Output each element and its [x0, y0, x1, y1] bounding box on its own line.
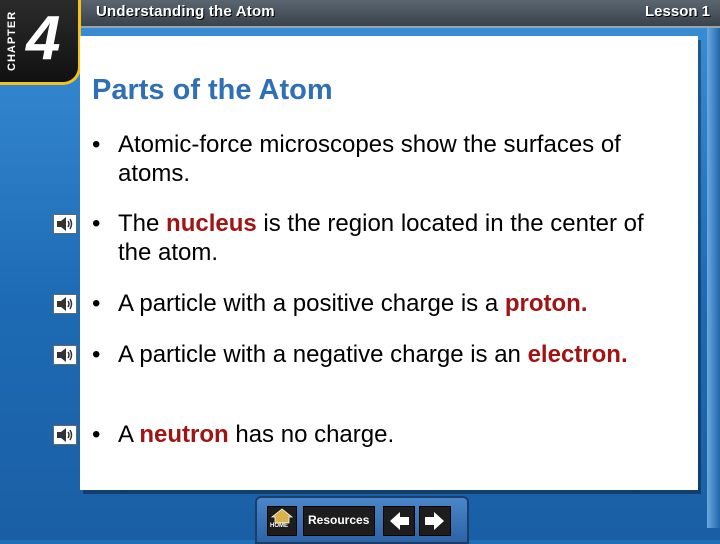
arrow-right-icon: [420, 507, 450, 535]
speaker-icon[interactable]: [53, 345, 77, 365]
header-bar: [0, 0, 720, 28]
arrow-left-icon: [384, 507, 414, 535]
chapter-title: Understanding the Atom: [96, 3, 275, 20]
home-label: HOME: [270, 523, 288, 529]
resources-label: Resources: [308, 513, 370, 527]
resources-button[interactable]: [303, 506, 375, 536]
bullet-text: The nucleus is the region located in the center of the atom.: [118, 210, 644, 266]
previous-button[interactable]: [383, 506, 415, 536]
bullet-text: Atomic-force microscopes show the surfaces of atoms.: [118, 131, 621, 187]
chapter-word: CHAPTER: [6, 10, 18, 72]
next-button[interactable]: [419, 506, 451, 536]
bullet-dot: •: [92, 131, 101, 158]
speaker-icon[interactable]: [53, 294, 77, 314]
right-edge-stripe: [707, 28, 720, 528]
speaker-icon[interactable]: [53, 214, 77, 234]
navigation-panel: [255, 496, 469, 544]
bullet-item-1: [92, 130, 682, 188]
highlight-term: proton.: [504, 290, 588, 317]
bullet-text: A particle with a negative charge is an electron.: [118, 341, 628, 368]
speaker-icon[interactable]: [53, 425, 77, 445]
highlight-term: electron.: [527, 341, 628, 368]
bullet-dot: •: [92, 421, 101, 448]
bullet-item-4: [92, 340, 682, 369]
bullet-item-2: [92, 209, 682, 267]
highlight-term: neutron: [139, 421, 229, 448]
bullet-item-5: [92, 420, 682, 449]
highlight-term: nucleus: [166, 210, 257, 237]
chapter-tab: [0, 0, 81, 85]
home-button[interactable]: [267, 506, 297, 536]
slide-title: Parts of the Atom: [92, 74, 333, 106]
lesson-label: Lesson 1: [645, 3, 711, 20]
bullet-text: A neutron has no charge.: [118, 421, 395, 448]
bullet-text: A particle with a positive charge is a proton.: [118, 290, 588, 317]
chapter-number: 4: [26, 4, 61, 73]
bullet-dot: •: [92, 210, 101, 237]
bullet-item-3: [92, 289, 682, 318]
bullet-dot: •: [92, 290, 101, 317]
bullet-dot: •: [92, 341, 101, 368]
